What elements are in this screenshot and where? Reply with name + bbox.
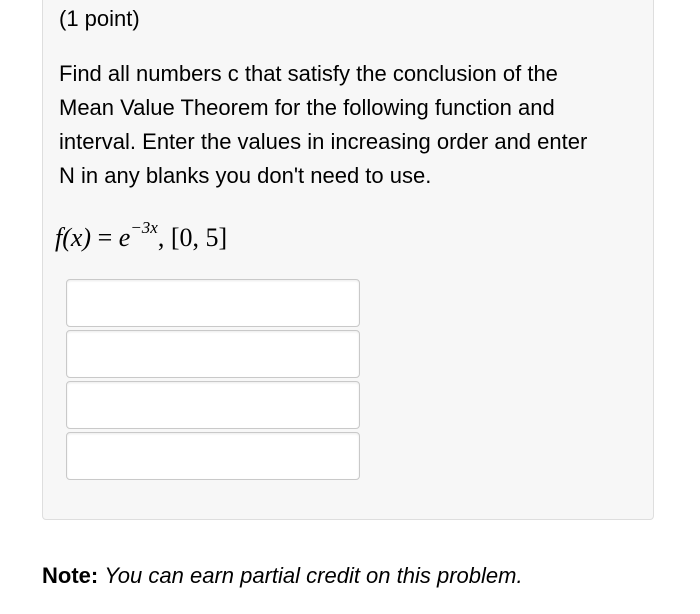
formula-equals: = [91, 223, 119, 252]
formula-base: e [118, 223, 131, 252]
answer-input-3[interactable] [66, 381, 360, 429]
note-label: Note: [42, 563, 99, 588]
prompt-line: N in any blanks you don't need to use. [59, 163, 432, 188]
points-label: (1 point) [59, 6, 140, 31]
formula-exponent: −3x [130, 218, 158, 238]
partial-credit-note [42, 561, 523, 591]
answer-input-1[interactable] [66, 279, 360, 327]
prompt-line: Find all numbers c that satisfy the conclusion of the [59, 61, 558, 86]
prompt-line: Mean Value Theorem for the following function and [59, 95, 555, 120]
formula-lhs: f(x) [55, 223, 92, 252]
function-formula [55, 218, 228, 254]
prompt-line: interval. Enter the values in increasing order and enter [59, 129, 588, 154]
note-text: You can earn partial credit on this problem. [104, 563, 523, 588]
answer-input-4[interactable] [66, 432, 360, 480]
answer-input-2[interactable] [66, 330, 360, 378]
formula-interval: , [0, 5] [157, 223, 228, 252]
problem-prompt [59, 57, 649, 193]
